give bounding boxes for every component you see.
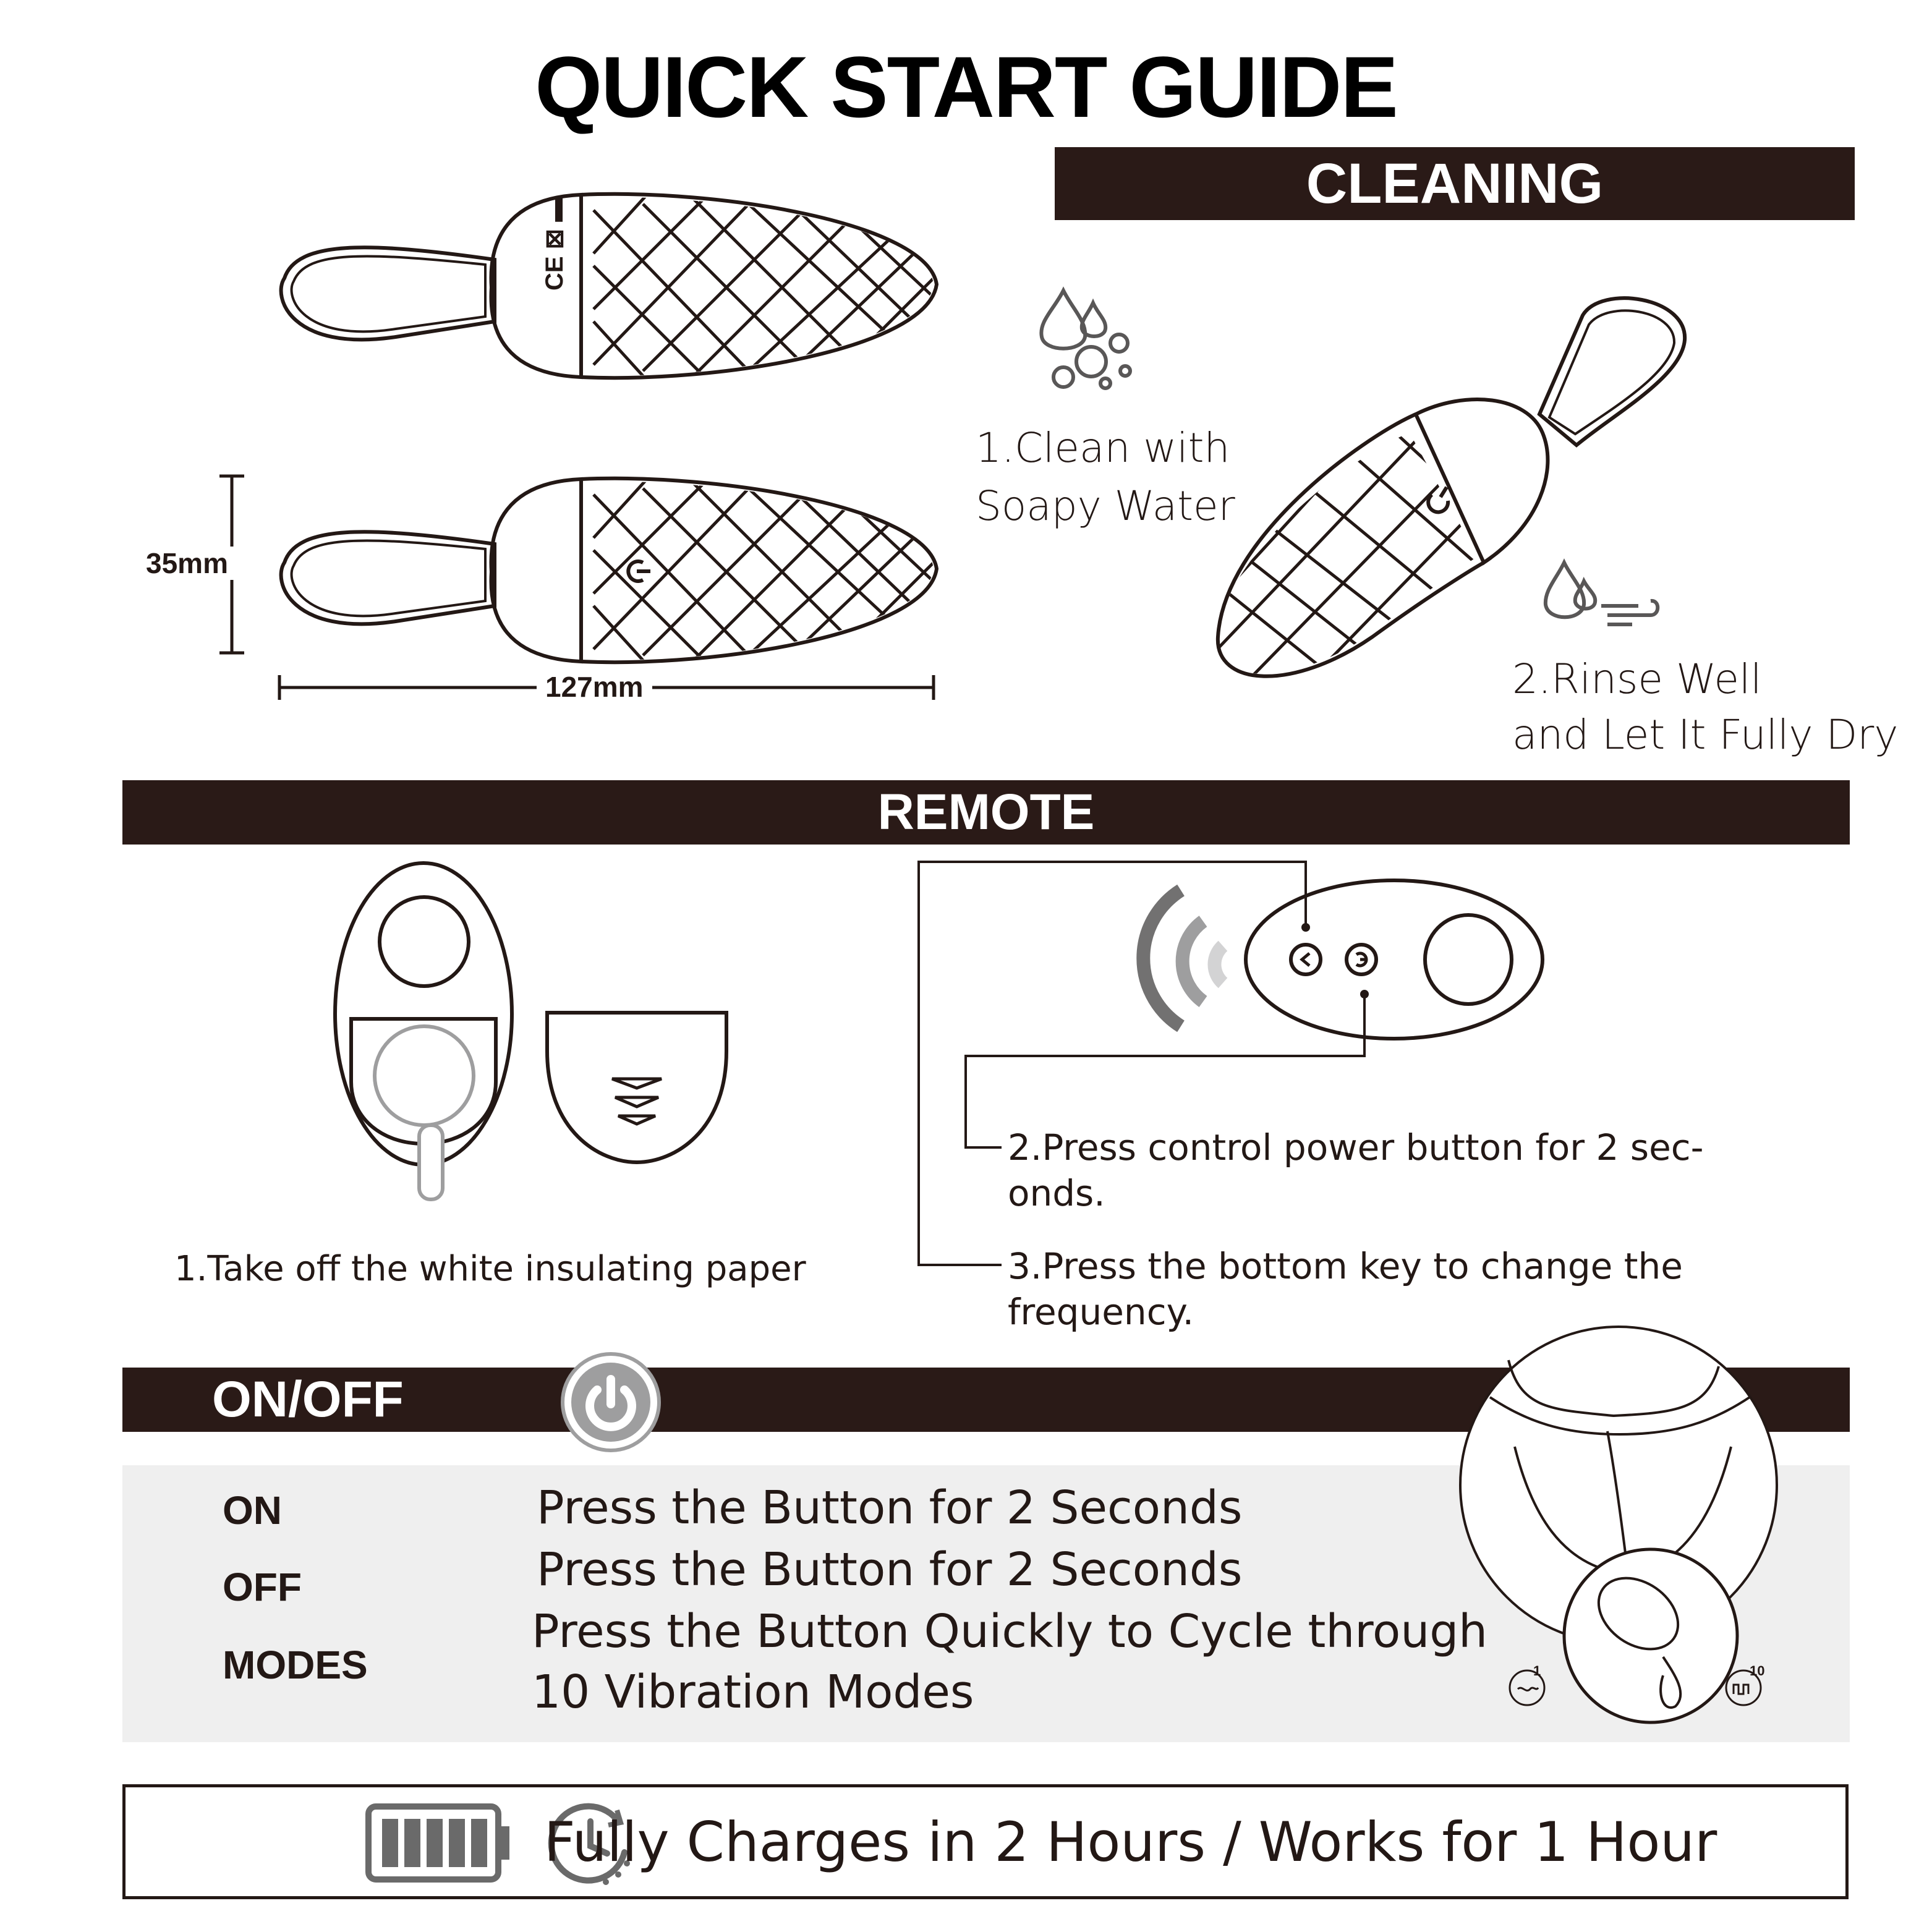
page-title: QUICK START GUIDE — [535, 38, 1397, 135]
on-instruction: Press the Button for 2 Seconds — [537, 1481, 1243, 1534]
remote-step1: 1.Take off the white insulating paper — [174, 1249, 806, 1289]
modes-instruction-line1: Press the Button Quickly to Cycle through — [532, 1605, 1488, 1658]
charging-info-text: Fully Charges in 2 Hours / Works for 1 Hour — [544, 1810, 1717, 1874]
remote-step3-line2: frequency. — [1008, 1291, 1194, 1333]
remote-step2-line1: 2.Press control power button for 2 sec- — [1008, 1126, 1704, 1168]
off-label: OFF — [223, 1565, 302, 1609]
modes-instruction-line2: 10 Vibration Modes — [532, 1666, 974, 1719]
cleaning-step1-line2: Soapy Water — [976, 482, 1235, 530]
length-dimension-label: 127mm — [537, 670, 652, 704]
remote-buttons-diagram — [909, 853, 1564, 1274]
rinse-icon — [1539, 556, 1663, 631]
power-icon — [560, 1351, 662, 1453]
mode-max-label: 10 — [1750, 1663, 1765, 1679]
cleaning-heading: CLEANING — [1055, 147, 1855, 220]
cleaning-step1-line1: 1.Clean with — [976, 424, 1230, 472]
remote-step3-line1: 3.Press the bottom key to change the — [1008, 1245, 1683, 1287]
onoff-heading: ON/OFF — [212, 1371, 404, 1428]
off-instruction: Press the Button for 2 Seconds — [537, 1543, 1243, 1596]
height-dimension-label: 35mm — [140, 547, 234, 580]
remote-step2-line2: onds. — [1008, 1172, 1105, 1214]
svg-text:CE ⊠ ▬: CE ⊠ ▬ — [541, 197, 568, 291]
battery-icon — [365, 1803, 513, 1883]
device-diagonal-illustration — [1206, 291, 1700, 699]
mode-min-label: 1 — [1533, 1663, 1541, 1679]
remote-front-illustration — [328, 859, 736, 1212]
remote-heading: REMOTE — [122, 780, 1850, 845]
cleaning-step2-line2: and Let It Fully Dry — [1512, 711, 1899, 759]
usage-illustration — [1440, 1323, 1799, 1743]
water-drops-icon — [1032, 284, 1138, 396]
on-label: ON — [223, 1488, 282, 1533]
modes-label: MODES — [223, 1643, 368, 1687]
cleaning-step2-line1: 2.Rinse Well — [1512, 655, 1762, 703]
